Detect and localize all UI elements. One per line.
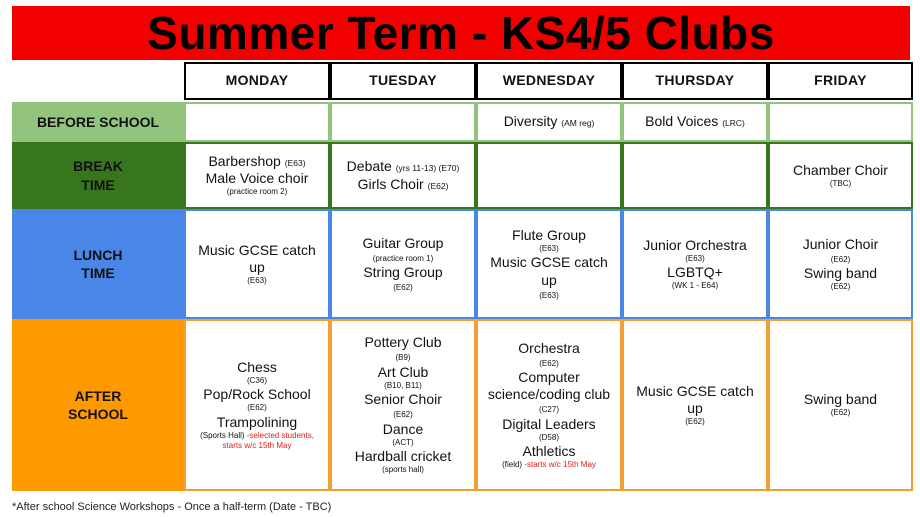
club-room: (E62) xyxy=(393,283,413,293)
day-header-wednesday xyxy=(476,62,622,100)
cell-lunch-thursday xyxy=(622,209,768,319)
cell-lunch-monday xyxy=(184,209,330,319)
club-name: Pottery Club xyxy=(364,334,442,351)
club-name: Junior Orchestra xyxy=(643,236,747,253)
cell-lunch-wednesday xyxy=(476,209,622,319)
footnote: *After school Science Workshops - Once a half-term (Date - TBC) xyxy=(12,501,332,513)
club-room: (TBC) xyxy=(829,178,852,188)
club-name: Male Voice choir xyxy=(205,170,309,187)
club-room: (B10, B11) xyxy=(384,380,422,390)
club-name: Junior Choir xyxy=(802,235,879,252)
club-name: Swing band xyxy=(803,265,878,281)
club-name: LGBTQ+ xyxy=(667,264,723,280)
cell-before-wednesday xyxy=(476,102,622,142)
club-name: Music GCSE catch up xyxy=(198,241,316,275)
club-room: (E62) xyxy=(685,416,705,426)
club-room: (E62) xyxy=(830,282,851,292)
day-label: MONDAY xyxy=(225,72,289,89)
club-room: (practice room 1) xyxy=(372,253,434,263)
page-title: Summer Term - KS4/5 Clubs xyxy=(147,7,775,59)
club-room: (ACT) xyxy=(392,437,414,447)
row-label-line1: BREAK xyxy=(73,158,123,175)
cell-before-tuesday xyxy=(330,102,476,142)
cell-after-monday xyxy=(184,319,330,491)
day-header-thursday xyxy=(622,62,768,100)
row-label-before-school xyxy=(12,102,184,142)
club-name: Guitar Group xyxy=(362,234,444,251)
club-note: -starts w/c 15th May xyxy=(524,460,596,470)
cell-after-wednesday xyxy=(476,319,622,491)
club-name: Senior Choir xyxy=(364,391,442,408)
club-name: Swing band xyxy=(803,391,878,408)
club-entry xyxy=(504,113,595,130)
cell-break-tuesday xyxy=(330,142,476,209)
row-label-lunch-time xyxy=(12,209,184,319)
club-name: Music GCSE catch up xyxy=(490,254,608,288)
club-room: (practice room 2) xyxy=(226,187,288,197)
row-label: BEFORE SCHOOL xyxy=(36,113,160,130)
club-room: (E62) xyxy=(539,358,559,368)
cell-after-thursday xyxy=(622,319,768,491)
row-label-line2: SCHOOL xyxy=(68,406,128,422)
cell-before-thursday xyxy=(622,102,768,142)
club-room: (D58) xyxy=(538,432,559,442)
cell-lunch-tuesday xyxy=(330,209,476,319)
club-name: Bold Voices xyxy=(645,113,719,130)
day-header-friday xyxy=(768,62,913,100)
club-room: (E63) xyxy=(539,290,559,300)
day-header-tuesday xyxy=(330,62,476,100)
club-name: Digital Leaders xyxy=(502,415,596,432)
club-room: (C36) xyxy=(246,375,267,385)
club-room: (field) xyxy=(502,460,523,470)
club-name: Girls Choir xyxy=(357,175,424,192)
cell-before-friday xyxy=(768,102,913,142)
cell-break-friday xyxy=(768,142,913,209)
row-label-break-time xyxy=(12,142,184,209)
cell-lunch-friday xyxy=(768,209,913,319)
club-room: (E62) xyxy=(247,403,267,413)
club-name: Debate xyxy=(346,158,392,175)
club-room: (C27) xyxy=(538,405,559,415)
day-label: THURSDAY xyxy=(655,72,735,89)
row-label-line1: AFTER xyxy=(74,387,122,404)
club-room: (WK 1 - E64) xyxy=(671,281,719,291)
club-room: (E62) xyxy=(830,408,851,418)
club-room: (E62) xyxy=(427,180,449,191)
club-name: Trampolining xyxy=(216,413,298,430)
club-name: Music GCSE catch up xyxy=(636,382,754,416)
club-name: Computer science/coding club xyxy=(487,368,611,403)
club-room: (AM reg) xyxy=(561,118,595,129)
club-room: (E63) xyxy=(685,253,705,263)
club-room: (B9) xyxy=(395,353,411,363)
club-name: Dance xyxy=(382,420,424,437)
club-name: Art Club xyxy=(377,363,429,380)
club-name: Hardball cricket xyxy=(354,448,452,465)
club-room: (E62) xyxy=(393,410,413,420)
row-label-line2: TIME xyxy=(81,265,115,281)
row-label-line1: LUNCH xyxy=(73,246,123,263)
cell-after-friday xyxy=(768,319,913,491)
club-name: Chess xyxy=(237,358,277,375)
day-label: FRIDAY xyxy=(814,72,867,89)
club-name: Pop/Rock School xyxy=(203,386,311,403)
day-label: WEDNESDAY xyxy=(502,72,596,89)
cell-break-monday xyxy=(184,142,330,209)
club-note: -selected students, starts w/c 15th May xyxy=(222,430,314,450)
club-name: String Group xyxy=(363,264,443,280)
club-room: (sports hall) xyxy=(382,465,424,475)
cell-after-tuesday xyxy=(330,319,476,491)
cell-before-monday xyxy=(184,102,330,142)
club-room: (E62) xyxy=(830,254,851,264)
club-room: (E63) xyxy=(247,275,267,285)
club-name: Barbershop xyxy=(208,153,281,170)
cell-break-wednesday xyxy=(476,142,622,209)
club-room: (LRC) xyxy=(722,118,745,129)
club-name: Athletics xyxy=(522,443,576,459)
day-label: TUESDAY xyxy=(369,72,437,89)
club-room: (E63) xyxy=(539,244,559,254)
club-room: (Sports Hall) xyxy=(200,430,245,440)
club-room: (E63) xyxy=(284,158,306,169)
row-label-after-school xyxy=(12,319,184,491)
club-name: Flute Group xyxy=(512,226,586,243)
cell-break-thursday xyxy=(622,142,768,209)
club-name: Diversity xyxy=(503,113,558,130)
club-name: Orchestra xyxy=(518,339,580,356)
club-name: Chamber Choir xyxy=(793,161,888,178)
club-room: (yrs 11-13) (E70) xyxy=(395,163,460,174)
row-label-line2: TIME xyxy=(81,176,115,193)
day-header-monday xyxy=(184,62,330,100)
club-entry xyxy=(645,113,745,130)
title-banner xyxy=(12,6,910,60)
